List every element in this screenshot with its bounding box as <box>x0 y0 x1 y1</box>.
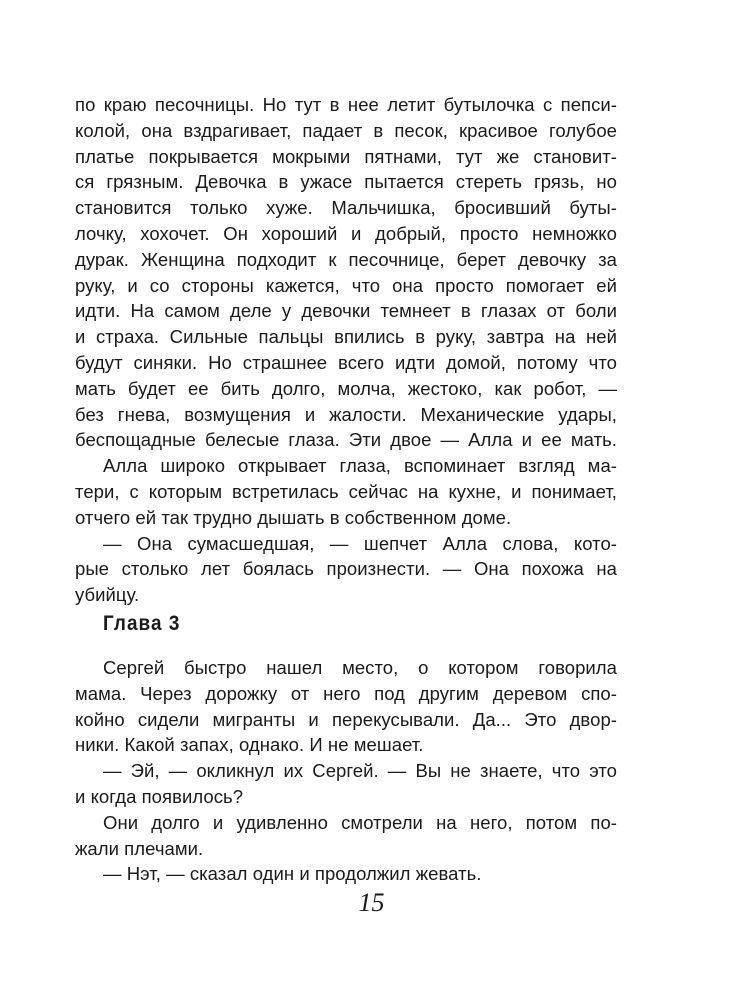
text-line: тери, с которым встретилась сейчас на кухне, и понимает, <box>75 480 617 502</box>
text-line: ники. Какой запах, однако. И не мешает. <box>75 734 424 756</box>
text-line: без гнева, возмущения и жалости. Механические удары, <box>75 403 617 425</box>
text-line: по краю песочницы. Но тут в нее летит бутылочка с пепси- <box>75 94 617 115</box>
text-line: рые столько лет боялась произнести. — Она похожа на <box>75 558 617 580</box>
text-block-2 <box>75 655 617 887</box>
text-line: и страха. Сильные пальцы впились в руку, завтра на ней <box>75 326 617 348</box>
page-number: 15 <box>358 888 385 917</box>
text-line: будут синяки. Но страшнее всего идти домой, потому что <box>75 351 617 373</box>
text-line: отчего ей так трудно дышать в собственном доме. <box>75 506 512 528</box>
text-line: мать будет ее бить долго, молча, жестоко, как робот, — <box>75 377 617 399</box>
text-line: убийцу. <box>75 584 140 606</box>
text-line: ся грязным. Девочка в ужасе пытается стереть грязь, но <box>75 171 617 193</box>
text-line: жали плечами. <box>75 837 204 859</box>
text-block-1 <box>75 92 617 608</box>
text-line: становится только хуже. Мальчишка, бросивший буты- <box>75 197 617 219</box>
text-line: Алла широко открывает глаза, вспоминает взгляд ма- <box>103 455 617 477</box>
text-line: мама. Через дорожку от него под другим деревом спо- <box>75 682 617 704</box>
text-line: платье покрывается мокрыми пятнами, тут же становит- <box>75 145 617 167</box>
text-line: беспощадные белесые глаза. Эти двое — Алла и ее мать. <box>75 429 617 451</box>
chapter-heading: Глава 3 <box>103 612 181 635</box>
text-line: дурак. Женщина подходит к песочнице, берет девочку за <box>75 248 617 270</box>
text-line: руку, и со стороны кажется, что она просто помогает ей <box>75 274 617 296</box>
text-line: койно сидели мигранты и перекусывали. Да... Это двор- <box>75 708 617 730</box>
text-line: и когда появилось? <box>75 785 244 807</box>
text-line: Они долго и удивленно смотрели на него, потом по- <box>103 811 617 833</box>
text-line: лочку, хохочет. Он хороший и добрый, просто немножко <box>75 222 617 244</box>
text-line: Сергей быстро нашел место, о котором говорила <box>103 657 617 678</box>
text-line: — Нэт, — сказал один и продолжил жевать. <box>103 863 482 885</box>
text-line: — Она сумасшедшая, — шепчет Алла слова, кото- <box>103 532 617 554</box>
text-line: идти. На самом деле у девочки темнеет в глазах от боли <box>75 300 617 322</box>
text-line: колой, она вздрагивает, падает в песок, красивое голубое <box>75 119 617 141</box>
text-line: — Эй, — окликнул их Сергей. — Вы не знаете, что это <box>103 760 617 782</box>
